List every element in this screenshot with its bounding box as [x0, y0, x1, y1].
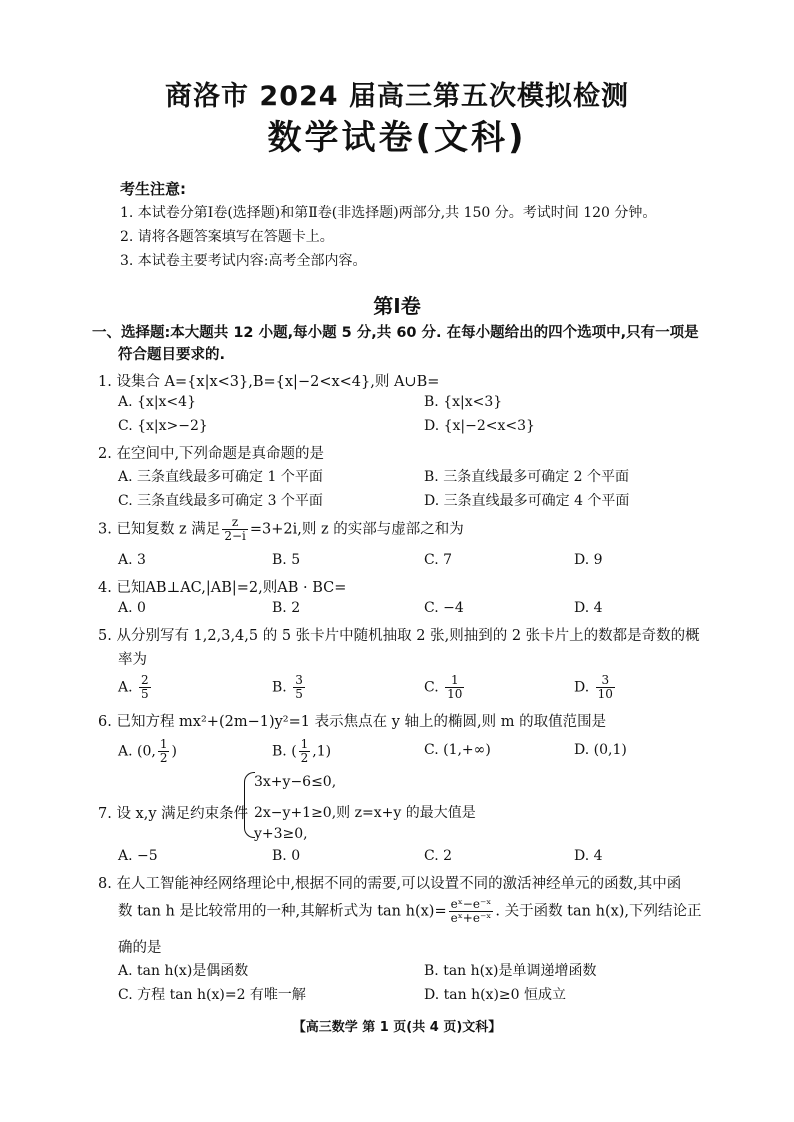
- fraction-numerator: 2: [141, 673, 149, 687]
- constraint-3: y+3≥0,: [254, 826, 308, 842]
- question-3-stem: [98, 516, 464, 543]
- question-1-option-d: D. {x|−2<x<3}: [424, 418, 535, 434]
- option-fraction: [299, 738, 311, 765]
- question-2-option-c: C. 三条直线最多可确定 3 个平面: [118, 493, 323, 509]
- question-8-fraction: [449, 898, 494, 925]
- section-title: 第Ⅰ卷: [373, 294, 421, 318]
- notice-title: 考生注意:: [120, 180, 186, 198]
- question-8-option-d: D. tan h(x)≥0 恒成立: [424, 987, 566, 1003]
- question-8-stem-line2: [118, 898, 702, 925]
- question-8-option-b: B. tan h(x)是单调递增函数: [424, 963, 597, 979]
- question-3-stem-pre: 3. 已知复数 z 满足: [98, 521, 221, 538]
- question-3-option-d: D. 9: [574, 552, 603, 568]
- option-label: C.: [424, 679, 439, 696]
- fraction-denominator: 5: [295, 687, 303, 701]
- question-7-option-b: B. 0: [272, 848, 301, 864]
- option-text: A. (0,: [118, 743, 156, 760]
- fraction-numerator: 3: [295, 673, 303, 687]
- stem-text: 数 tan h 是比较常用的一种,其解析式为 tan h(x)=: [118, 903, 447, 920]
- question-7-option-c: C. 2: [424, 848, 453, 864]
- notice-item-2: 2. 请将各题答案填写在答题卡上。: [120, 229, 334, 245]
- question-8-stem-line3: 确的是: [118, 940, 162, 956]
- option-fraction: [139, 674, 151, 701]
- part-instructions-line1: 一、选择题:本大题共 12 小题,每小题 5 分,共 60 分. 在每小题给出的四个选项中,只有一项是: [92, 325, 699, 341]
- question-7-option-d: D. 4: [574, 848, 603, 864]
- fraction-numerator: 1: [159, 737, 168, 751]
- question-2-option-a: A. 三条直线最多可确定 1 个平面: [118, 469, 323, 485]
- question-6-option-d: D. (0,1): [574, 742, 627, 758]
- question-6-stem: 6. 已知方程 mx²+(2m−1)y²=1 表示焦点在 y 轴上的椭圆,则 m 的取值范围是: [98, 714, 607, 730]
- question-1-stem: 1. 设集合 A={x|x<3},B={x|−2<x<4},则 A∪B=: [98, 374, 440, 390]
- option-label: D.: [574, 679, 590, 696]
- part-instructions: [92, 322, 732, 366]
- question-4-option-d: D. 4: [574, 600, 603, 616]
- question-8-option-c: C. 方程 tan h(x)=2 有唯一解: [118, 987, 306, 1003]
- question-6-option-c: C. (1,+∞): [424, 742, 491, 758]
- fraction-denominator: eˣ+e⁻ˣ: [450, 911, 492, 925]
- question-4-option-a: A. 0: [118, 600, 146, 616]
- option-label: B.: [272, 679, 287, 696]
- question-5-option-d: [574, 674, 617, 701]
- fraction-numerator: 1: [300, 737, 309, 751]
- question-7-option-a: A. −5: [118, 848, 158, 864]
- option-label: A.: [118, 679, 133, 696]
- option-text: ): [171, 743, 177, 760]
- fraction-denominator: 10: [447, 687, 463, 701]
- option-fraction: [445, 674, 464, 701]
- question-6-option-b: [272, 738, 331, 765]
- fraction-denominator: 10: [597, 687, 613, 701]
- exam-title: 商洛市 2024 届高三第五次模拟检测: [165, 81, 629, 112]
- question-5-option-a: [118, 674, 153, 701]
- question-1-option-c: C. {x|x>−2}: [118, 418, 208, 434]
- question-3-stem-post: =3+2i,则 z 的实部与虚部之和为: [249, 521, 464, 538]
- constraint-1: 3x+y−6≤0,: [254, 774, 337, 790]
- question-6-option-a: [118, 738, 177, 765]
- exam-subtitle: 数学试卷(文科): [267, 118, 527, 158]
- option-text: ,1): [312, 743, 332, 760]
- fraction-numerator: 1: [445, 674, 464, 688]
- question-2-option-d: D. 三条直线最多可确定 4 个平面: [424, 493, 630, 509]
- question-2-stem: 2. 在空间中,下列命题是真命题的是: [98, 446, 325, 462]
- part-instructions-line2: 符合题目要求的.: [118, 347, 226, 363]
- question-8-option-a: A. tan h(x)是偶函数: [118, 963, 249, 979]
- question-1-option-b: B. {x|x<3}: [424, 394, 503, 410]
- option-fraction: [158, 738, 170, 765]
- fraction-denominator: 5: [141, 687, 149, 701]
- notice-item-1: 1. 本试卷分第Ⅰ卷(选择题)和第Ⅱ卷(非选择题)两部分,共 150 分。考试时间 120 分钟。: [120, 205, 657, 221]
- question-3-option-b: B. 5: [272, 552, 301, 568]
- fraction-numerator: 3: [596, 674, 615, 688]
- option-fraction: [293, 674, 305, 701]
- stem-text: . 关于函数 tan h(x),下列结论正: [495, 903, 702, 920]
- question-2-option-b: B. 三条直线最多可确定 2 个平面: [424, 469, 629, 485]
- option-fraction: [596, 674, 615, 701]
- question-4-option-b: B. 2: [272, 600, 301, 616]
- question-5-stem-line2: 率为: [118, 652, 147, 668]
- option-text: B. (: [272, 743, 297, 760]
- fraction-denominator: 2−i: [224, 529, 246, 543]
- question-1-option-a: A. {x|x<4}: [118, 394, 196, 410]
- question-3-fraction: [222, 516, 248, 543]
- question-5-stem-line1: 5. 从分别写有 1,2,3,4,5 的 5 张卡片中随机抽取 2 张,则抽到的 2 张卡片上的数都是奇数的概: [98, 628, 700, 644]
- question-4-stem: 4. 已知AB⊥AC,|AB|=2,则AB · BC=: [98, 580, 347, 596]
- question-8-stem-line1: 8. 在人工智能神经网络理论中,根据不同的需要,可以设置不同的激活神经单元的函数,其中函: [98, 876, 682, 892]
- question-5-option-b: [272, 674, 307, 701]
- fraction-denominator: 2: [159, 751, 168, 765]
- fraction-numerator: eˣ−e⁻ˣ: [450, 897, 492, 911]
- constraint-2: 2x−y+1≥0,则 z=x+y 的最大值是: [254, 805, 476, 821]
- question-3-option-a: A. 3: [118, 552, 146, 568]
- question-7-stem: 7. 设 x,y 满足约束条件: [98, 806, 249, 822]
- fraction-numerator: z: [222, 516, 248, 530]
- fraction-denominator: 2: [300, 751, 309, 765]
- question-5-option-c: [424, 674, 466, 701]
- page-footer: 【高三数学 第 1 页(共 4 页)文科】: [292, 1020, 502, 1035]
- question-4-option-c: C. −4: [424, 600, 464, 616]
- notice-item-3: 3. 本试卷主要考试内容:高考全部内容。: [120, 253, 367, 269]
- question-3-option-c: C. 7: [424, 552, 453, 568]
